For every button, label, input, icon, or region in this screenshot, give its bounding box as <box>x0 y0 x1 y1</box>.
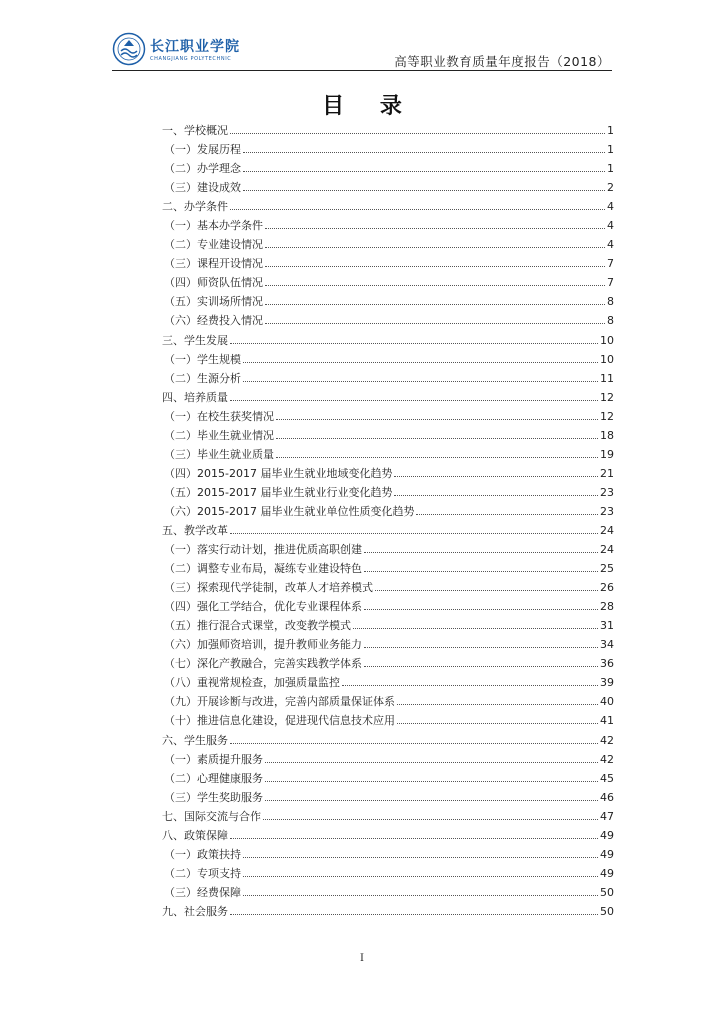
toc-leader-dots <box>364 647 598 648</box>
toc-entry-label: （四）2015-2017 届毕业生就业地域变化趋势 <box>164 466 393 480</box>
toc-entry-page: 49 <box>600 847 614 861</box>
toc-entry[interactable] <box>162 140 614 159</box>
toc-leader-dots <box>265 228 605 229</box>
toc-leader-dots <box>276 438 598 439</box>
toc-entry-page: 31 <box>600 619 614 633</box>
toc-title: 目 录 <box>322 93 416 119</box>
toc-entry-label: （三）课程开设情况 <box>164 257 263 271</box>
toc-entry[interactable] <box>162 273 614 292</box>
toc-entry-page: 49 <box>600 828 614 842</box>
toc-entry-label: （四）师资队伍情况 <box>164 276 263 290</box>
toc-entry[interactable] <box>162 331 614 350</box>
toc-entry[interactable] <box>162 635 614 654</box>
toc-entry[interactable] <box>162 845 614 864</box>
toc-entry-page: 8 <box>607 295 614 309</box>
toc-leader-dots <box>394 495 598 496</box>
toc-entry[interactable] <box>162 559 614 578</box>
toc-entry[interactable] <box>162 292 614 311</box>
toc-entry-label: （十）推进信息化建设，促进现代信息技术应用 <box>164 714 395 728</box>
toc-entry-label: （四）强化工学结合，优化专业课程体系 <box>164 600 362 614</box>
toc-leader-dots <box>397 704 598 705</box>
toc-entry-label: （三）学生奖助服务 <box>164 790 263 804</box>
toc-entry-page: 7 <box>607 257 614 271</box>
toc-entry-label: （一）基本办学条件 <box>164 219 263 233</box>
toc-entry-page: 4 <box>607 200 614 214</box>
toc-leader-dots <box>230 914 598 915</box>
toc-leader-dots <box>230 533 598 534</box>
toc-entry-label: （一）政策扶持 <box>164 847 241 861</box>
toc-leader-dots <box>416 514 598 515</box>
toc-entry[interactable] <box>162 426 614 445</box>
toc-entry[interactable] <box>162 788 614 807</box>
toc-entry-page: 4 <box>607 219 614 233</box>
toc-entry[interactable] <box>162 521 614 540</box>
toc-entry-label: 八、政策保障 <box>162 828 228 842</box>
toc-leader-dots <box>263 819 598 820</box>
toc-entry-page: 26 <box>600 581 614 595</box>
toc-entry-page: 42 <box>600 733 614 747</box>
toc-entry-label: （二）办学理念 <box>164 162 241 176</box>
toc-entry[interactable] <box>162 178 614 197</box>
toc-leader-dots <box>276 419 598 420</box>
toc-entry[interactable] <box>162 407 614 426</box>
toc-entry[interactable] <box>162 883 614 902</box>
toc-entry-label: （三）探索现代学徒制，改革人才培养模式 <box>164 581 373 595</box>
toc-leader-dots <box>243 152 605 153</box>
toc-leader-dots <box>364 609 598 610</box>
toc-entry-label: （一）在校生获奖情况 <box>164 409 274 423</box>
toc-entry-label: （一）素质提升服务 <box>164 752 263 766</box>
school-name-cn: 长江职业学院 <box>150 39 240 55</box>
toc-entry-label: （一）落实行动计划，推进优质高职创建 <box>164 543 362 557</box>
toc-leader-dots <box>230 400 598 401</box>
toc-leader-dots <box>230 838 598 839</box>
toc-entry-page: 42 <box>600 752 614 766</box>
toc-entry-label: （二）毕业生就业情况 <box>164 428 274 442</box>
page-number: I <box>360 953 364 964</box>
toc-entry-page: 23 <box>600 485 614 499</box>
toc-entry-label: （六）加强师资培训，提升教师业务能力 <box>164 638 362 652</box>
toc-entry-page: 1 <box>607 162 614 176</box>
toc-entry-page: 4 <box>607 238 614 252</box>
toc-leader-dots <box>243 190 605 191</box>
toc-entry-label: （八）重视常规检查，加强质量监控 <box>164 676 340 690</box>
toc-entry[interactable] <box>162 464 614 483</box>
toc-leader-dots <box>375 590 598 591</box>
toc-entry-page: 40 <box>600 695 614 709</box>
toc-entry-label: （五）2015-2017 届毕业生就业行业变化趋势 <box>164 485 393 499</box>
toc-leader-dots <box>397 723 598 724</box>
header-divider <box>112 70 612 71</box>
toc-entry-label: （九）开展诊断与改进，完善内部质量保证体系 <box>164 695 395 709</box>
toc-entry-page: 7 <box>607 276 614 290</box>
toc-entry[interactable] <box>162 750 614 769</box>
toc-entry[interactable] <box>162 502 614 521</box>
toc-entry-page: 10 <box>600 333 614 347</box>
toc-entry-page: 18 <box>600 428 614 442</box>
toc-leader-dots <box>265 266 605 267</box>
toc-entry-label: （六）2015-2017 届毕业生就业单位性质变化趋势 <box>164 504 415 518</box>
toc-entry-label: （五）推行混合式课堂，改变教学模式 <box>164 619 351 633</box>
toc-leader-dots <box>230 133 605 134</box>
toc-entry-page: 50 <box>600 904 614 918</box>
toc-entry[interactable] <box>162 673 614 692</box>
toc-entry-label: 七、国际交流与合作 <box>162 809 261 823</box>
toc-leader-dots <box>265 304 605 305</box>
toc-entry-page: 50 <box>600 885 614 899</box>
toc-entry-label: 九、社会服务 <box>162 904 228 918</box>
toc-entry[interactable] <box>162 121 614 140</box>
toc-entry[interactable] <box>162 254 614 273</box>
toc-entry-page: 12 <box>600 409 614 423</box>
toc-entry[interactable] <box>162 540 614 559</box>
toc-entry-label: 一、学校概况 <box>162 124 228 137</box>
toc-entry[interactable] <box>162 369 614 388</box>
toc-entry-label: 五、教学改革 <box>162 523 228 537</box>
toc-entry-label: （二）心理健康服务 <box>164 771 263 785</box>
toc-entry-label: （五）实训场所情况 <box>164 295 263 309</box>
toc-entry-page: 46 <box>600 790 614 804</box>
toc-entry-label: 六、学生服务 <box>162 733 228 747</box>
toc-leader-dots <box>353 628 598 629</box>
toc-leader-dots <box>243 362 598 363</box>
toc-entry-label: （二）专业建设情况 <box>164 238 263 252</box>
toc-entry-page: 1 <box>607 143 614 157</box>
toc-leader-dots <box>364 571 598 572</box>
toc-entry[interactable] <box>162 616 614 635</box>
toc-entry[interactable] <box>162 769 614 788</box>
toc-entry[interactable] <box>162 216 614 235</box>
toc-leader-dots <box>394 476 598 477</box>
toc-leader-dots <box>276 457 598 458</box>
toc-entry-label: （三）经费保障 <box>164 885 241 899</box>
toc-entry-page: 34 <box>600 638 614 652</box>
toc-entry-page: 23 <box>600 504 614 518</box>
toc-leader-dots <box>243 857 598 858</box>
toc-entry[interactable] <box>162 711 614 730</box>
toc-entry[interactable] <box>162 197 614 216</box>
toc-entry-label: （二）调整专业布局，凝练专业建设特色 <box>164 562 362 576</box>
school-name-en: CHANGJIANG POLYTECHNIC <box>150 56 232 62</box>
toc-entry-page: 45 <box>600 771 614 785</box>
toc-entry-page: 24 <box>600 543 614 557</box>
toc-leader-dots <box>243 381 598 382</box>
school-emblem-icon <box>112 32 146 66</box>
toc-leader-dots <box>243 876 598 877</box>
toc-entry-label: （二）生源分析 <box>164 371 241 385</box>
toc-entry[interactable] <box>162 235 614 254</box>
toc-leader-dots <box>342 685 598 686</box>
toc-leader-dots <box>243 895 598 896</box>
toc-entry[interactable] <box>162 597 614 616</box>
toc-entry-label: （六）经费投入情况 <box>164 314 263 328</box>
toc-leader-dots <box>265 323 605 324</box>
toc-leader-dots <box>364 666 598 667</box>
toc-entry-label: 二、办学条件 <box>162 200 228 214</box>
toc-entry[interactable] <box>162 388 614 407</box>
toc-entry-page: 47 <box>600 809 614 823</box>
toc-entry[interactable] <box>162 445 614 464</box>
toc-entry-label: （三）建设成效 <box>164 181 241 195</box>
report-title: 高等职业教育质量年度报告（2018） <box>394 54 610 69</box>
toc-entry-label: （一）发展历程 <box>164 143 241 157</box>
toc-entry[interactable] <box>162 807 614 826</box>
toc-entry[interactable] <box>162 311 614 330</box>
toc-entry[interactable] <box>162 350 614 369</box>
toc-leader-dots <box>364 552 598 553</box>
toc-entry[interactable] <box>162 483 614 502</box>
toc-leader-dots <box>230 343 598 344</box>
toc-entry-page: 28 <box>600 600 614 614</box>
toc-entry-page: 36 <box>600 657 614 671</box>
toc-entry-page: 24 <box>600 523 614 537</box>
toc-entry-page: 39 <box>600 676 614 690</box>
toc-entry-page: 1 <box>607 124 614 137</box>
toc-entry[interactable] <box>162 692 614 711</box>
toc-entry[interactable] <box>162 731 614 750</box>
toc-leader-dots <box>265 781 598 782</box>
toc-entry[interactable] <box>162 826 614 845</box>
toc-entry-label: （一）学生规模 <box>164 352 241 366</box>
toc-entry[interactable] <box>162 864 614 883</box>
toc-entry-page: 49 <box>600 866 614 880</box>
toc-entry-page: 25 <box>600 562 614 576</box>
toc-entry-page: 12 <box>600 390 614 404</box>
page-header <box>112 32 612 72</box>
toc-entry-page: 2 <box>607 181 614 195</box>
toc-entry-label: （七）深化产教融合，完善实践教学体系 <box>164 657 362 671</box>
toc-leader-dots <box>265 762 598 763</box>
toc-entry-label: （三）毕业生就业质量 <box>164 447 274 461</box>
toc-entry-page: 11 <box>600 371 614 385</box>
toc-leader-dots <box>265 285 605 286</box>
toc-entry[interactable] <box>162 578 614 597</box>
toc-entry-page: 19 <box>600 447 614 461</box>
toc-entry-page: 21 <box>600 466 614 480</box>
toc-entry-label: 三、学生发展 <box>162 333 228 347</box>
toc-leader-dots <box>265 247 605 248</box>
toc-entry[interactable] <box>162 159 614 178</box>
toc-entry-page: 41 <box>600 714 614 728</box>
toc-leader-dots <box>243 171 605 172</box>
toc-entry-page: 10 <box>600 352 614 366</box>
toc-entry[interactable] <box>162 902 614 921</box>
toc-entry-label: 四、培养质量 <box>162 390 228 404</box>
toc-leader-dots <box>230 743 598 744</box>
toc-leader-dots <box>265 800 598 801</box>
toc-entry[interactable] <box>162 654 614 673</box>
toc-entry-page: 8 <box>607 314 614 328</box>
table-of-contents <box>162 121 614 921</box>
toc-entry-label: （二）专项支持 <box>164 866 241 880</box>
toc-leader-dots <box>230 209 605 210</box>
